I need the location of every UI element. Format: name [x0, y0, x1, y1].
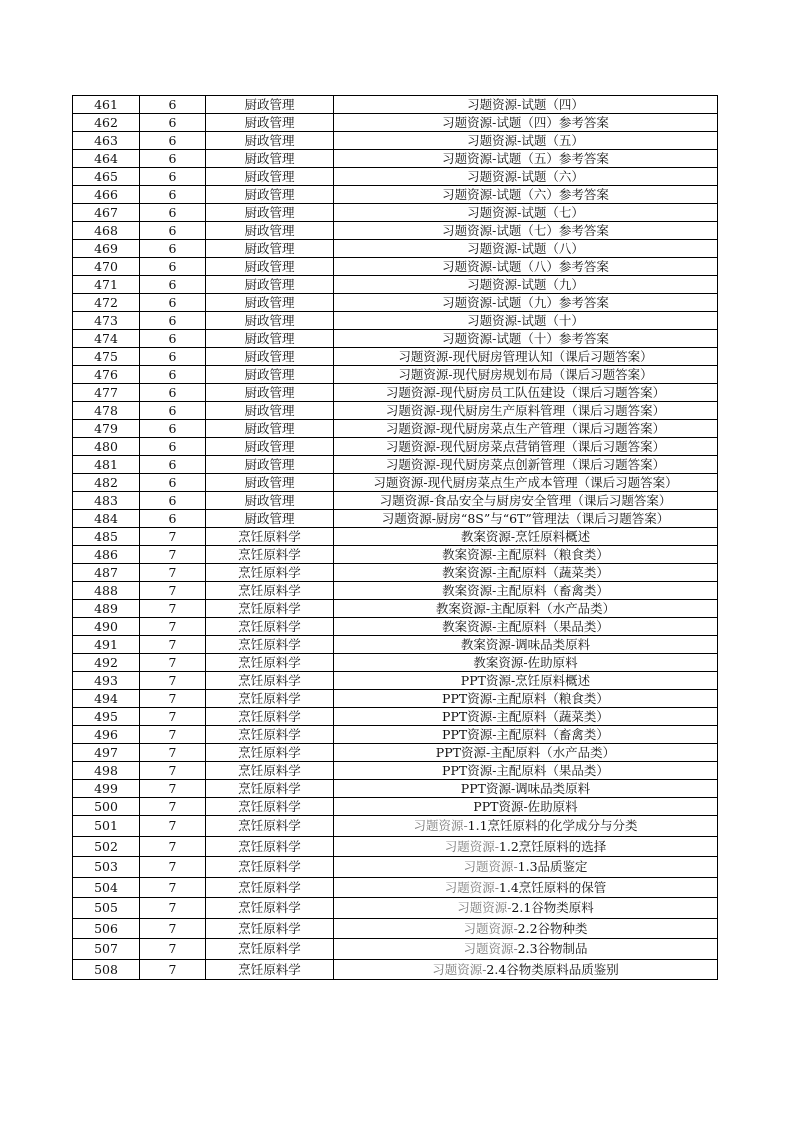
grade-cell: 7 — [140, 877, 206, 898]
course-cell: 厨政管理 — [206, 204, 334, 222]
grade-cell: 6 — [140, 330, 206, 348]
resource-title: 2.1谷物类原料 — [511, 900, 594, 915]
course-cell: 烹饪原料学 — [206, 857, 334, 878]
resource-cell: 习题资源-现代厨房规划布局（课后习题答案） — [334, 366, 718, 384]
grade-cell: 7 — [140, 726, 206, 744]
row-number-cell: 464 — [73, 150, 140, 168]
resource-cell: 习题资源-试题（六）参考答案 — [334, 186, 718, 204]
course-cell: 厨政管理 — [206, 492, 334, 510]
row-number-cell: 507 — [73, 939, 140, 960]
resource-cell — [334, 877, 718, 898]
table-row — [73, 204, 718, 222]
grade-cell: 7 — [140, 654, 206, 672]
resource-table — [72, 95, 718, 980]
row-number-cell: 508 — [73, 959, 140, 980]
row-number-cell: 478 — [73, 402, 140, 420]
grade-cell: 7 — [140, 857, 206, 878]
grade-cell: 6 — [140, 150, 206, 168]
row-number-cell: 491 — [73, 636, 140, 654]
row-number-cell: 472 — [73, 294, 140, 312]
grade-cell: 6 — [140, 492, 206, 510]
row-number-cell: 470 — [73, 258, 140, 276]
row-number-cell: 497 — [73, 744, 140, 762]
resource-cell: 习题资源-现代厨房菜点生产管理（课后习题答案） — [334, 420, 718, 438]
resource-cell: 习题资源-试题（九） — [334, 276, 718, 294]
table-row — [73, 546, 718, 564]
row-number-cell: 469 — [73, 240, 140, 258]
course-cell: 烹饪原料学 — [206, 726, 334, 744]
row-number-cell: 503 — [73, 857, 140, 878]
resource-prefix: 习题资源- — [444, 879, 499, 895]
table-row — [73, 492, 718, 510]
grade-cell: 6 — [140, 420, 206, 438]
course-cell: 烹饪原料学 — [206, 600, 334, 618]
course-cell: 厨政管理 — [206, 510, 334, 528]
row-number-cell: 473 — [73, 312, 140, 330]
course-cell: 烹饪原料学 — [206, 528, 334, 546]
row-number-cell: 502 — [73, 836, 140, 857]
table-row — [73, 636, 718, 654]
grade-cell: 6 — [140, 456, 206, 474]
row-number-cell: 494 — [73, 690, 140, 708]
resource-cell: 习题资源-厨房“8S”与“6T”管理法（课后习题答案） — [334, 510, 718, 528]
grade-cell: 6 — [140, 96, 206, 114]
course-cell: 烹饪原料学 — [206, 618, 334, 636]
course-cell: 厨政管理 — [206, 186, 334, 204]
resource-cell: 教案资源-调味品类原料 — [334, 636, 718, 654]
row-number-cell: 489 — [73, 600, 140, 618]
row-number-cell: 487 — [73, 564, 140, 582]
table-row — [73, 510, 718, 528]
table-row — [73, 114, 718, 132]
grade-cell: 6 — [140, 366, 206, 384]
row-number-cell: 500 — [73, 798, 140, 816]
course-cell: 厨政管理 — [206, 420, 334, 438]
resource-title: 1.4烹饪原料的保管 — [498, 879, 607, 895]
table-row — [73, 222, 718, 240]
course-cell: 烹饪原料学 — [206, 582, 334, 600]
row-number-cell: 465 — [73, 168, 140, 186]
resource-title: 2.2谷物种类 — [517, 920, 588, 936]
table-row — [73, 150, 718, 168]
table-row — [73, 384, 718, 402]
resource-cell: 习题资源-试题（七）参考答案 — [334, 222, 718, 240]
resource-prefix: 习题资源- — [444, 838, 499, 854]
course-cell: 厨政管理 — [206, 366, 334, 384]
table-row — [73, 582, 718, 600]
table-row — [73, 836, 718, 857]
grade-cell: 6 — [140, 168, 206, 186]
table-row — [73, 798, 718, 816]
resource-prefix: 习题资源- — [457, 900, 512, 915]
resource-cell: 习题资源-现代厨房员工队伍建设（课后习题答案） — [334, 384, 718, 402]
resource-title: 1.1烹饪原料的化学成分与分类 — [467, 818, 638, 833]
grade-cell: 7 — [140, 600, 206, 618]
grade-cell: 6 — [140, 438, 206, 456]
course-cell: 厨政管理 — [206, 384, 334, 402]
course-cell: 烹饪原料学 — [206, 672, 334, 690]
row-number-cell: 477 — [73, 384, 140, 402]
grade-cell: 6 — [140, 474, 206, 492]
course-cell: 烹饪原料学 — [206, 780, 334, 798]
row-number-cell: 461 — [73, 96, 140, 114]
row-number-cell: 483 — [73, 492, 140, 510]
course-cell: 厨政管理 — [206, 312, 334, 330]
row-number-cell: 468 — [73, 222, 140, 240]
table-row — [73, 420, 718, 438]
course-cell: 烹饪原料学 — [206, 898, 334, 919]
table-row — [73, 438, 718, 456]
grade-cell: 6 — [140, 114, 206, 132]
table-row — [73, 857, 718, 878]
row-number-cell: 476 — [73, 366, 140, 384]
course-cell: 厨政管理 — [206, 330, 334, 348]
table-row — [73, 474, 718, 492]
table-row — [73, 528, 718, 546]
course-cell: 烹饪原料学 — [206, 564, 334, 582]
resource-table-body — [73, 96, 718, 980]
course-cell: 烹饪原料学 — [206, 918, 334, 939]
resource-title: 1.2烹饪原料的选择 — [498, 838, 607, 854]
row-number-cell: 499 — [73, 780, 140, 798]
row-number-cell: 498 — [73, 762, 140, 780]
table-row — [73, 672, 718, 690]
row-number-cell: 495 — [73, 708, 140, 726]
resource-cell: PPT资源-主配原料（蔬菜类） — [334, 708, 718, 726]
resource-cell: 习题资源-试题（五） — [334, 132, 718, 150]
resource-cell — [334, 857, 718, 878]
table-row — [73, 690, 718, 708]
grade-cell: 6 — [140, 402, 206, 420]
table-row — [73, 726, 718, 744]
table-row — [73, 96, 718, 114]
resource-cell: 习题资源-现代厨房菜点营销管理（课后习题答案） — [334, 438, 718, 456]
resource-prefix: 习题资源- — [463, 941, 518, 956]
table-row — [73, 168, 718, 186]
course-cell: 厨政管理 — [206, 294, 334, 312]
table-row — [73, 877, 718, 898]
resource-cell: PPT资源-佐助原料 — [334, 798, 718, 816]
resource-cell: PPT资源-主配原料（粮食类） — [334, 690, 718, 708]
grade-cell: 7 — [140, 744, 206, 762]
table-row — [73, 762, 718, 780]
course-cell: 厨政管理 — [206, 132, 334, 150]
course-cell: 烹饪原料学 — [206, 636, 334, 654]
resource-prefix: 习题资源- — [413, 818, 468, 833]
table-row — [73, 939, 718, 960]
table-row — [73, 600, 718, 618]
table-row — [73, 918, 718, 939]
grade-cell: 7 — [140, 959, 206, 980]
resource-cell: 教案资源-佐助原料 — [334, 654, 718, 672]
resource-cell: 习题资源-现代厨房菜点生产成本管理（课后习题答案） — [334, 474, 718, 492]
course-cell: 厨政管理 — [206, 258, 334, 276]
table-row — [73, 132, 718, 150]
resource-cell: 习题资源-试题（十）参考答案 — [334, 330, 718, 348]
table-row — [73, 366, 718, 384]
resource-cell: 教案资源-主配原料（畜禽类） — [334, 582, 718, 600]
course-cell: 厨政管理 — [206, 402, 334, 420]
resource-cell — [334, 918, 718, 939]
table-row — [73, 618, 718, 636]
resource-cell: 习题资源-试题（四） — [334, 96, 718, 114]
resource-cell: 教案资源-主配原料（果品类） — [334, 618, 718, 636]
row-number-cell: 482 — [73, 474, 140, 492]
resource-cell: 习题资源-试题（九）参考答案 — [334, 294, 718, 312]
grade-cell: 7 — [140, 564, 206, 582]
resource-cell: 教案资源-主配原料（水产品类） — [334, 600, 718, 618]
table-row — [73, 276, 718, 294]
grade-cell: 6 — [140, 510, 206, 528]
table-row — [73, 348, 718, 366]
row-number-cell: 479 — [73, 420, 140, 438]
course-cell: 烹饪原料学 — [206, 690, 334, 708]
table-row — [73, 294, 718, 312]
resource-cell: 习题资源-现代厨房菜点创新管理（课后习题答案） — [334, 456, 718, 474]
row-number-cell: 471 — [73, 276, 140, 294]
resource-prefix: 习题资源- — [432, 961, 487, 977]
table-row — [73, 744, 718, 762]
row-number-cell: 480 — [73, 438, 140, 456]
resource-cell: 教案资源-主配原料（粮食类） — [334, 546, 718, 564]
row-number-cell: 506 — [73, 918, 140, 939]
resource-cell — [334, 959, 718, 980]
course-cell: 烹饪原料学 — [206, 816, 334, 837]
course-cell: 烹饪原料学 — [206, 939, 334, 960]
grade-cell: 6 — [140, 258, 206, 276]
resource-cell — [334, 939, 718, 960]
grade-cell: 7 — [140, 798, 206, 816]
resource-cell: 习题资源-食品安全与厨房安全管理（课后习题答案） — [334, 492, 718, 510]
row-number-cell: 496 — [73, 726, 140, 744]
course-cell: 厨政管理 — [206, 438, 334, 456]
resource-cell: 习题资源-试题（八）参考答案 — [334, 258, 718, 276]
row-number-cell: 488 — [73, 582, 140, 600]
grade-cell: 7 — [140, 690, 206, 708]
resource-cell — [334, 898, 718, 919]
course-cell: 烹饪原料学 — [206, 654, 334, 672]
row-number-cell: 485 — [73, 528, 140, 546]
resource-cell: 习题资源-现代厨房生产原料管理（课后习题答案） — [334, 402, 718, 420]
resource-cell: 习题资源-试题（七） — [334, 204, 718, 222]
row-number-cell: 492 — [73, 654, 140, 672]
grade-cell: 7 — [140, 939, 206, 960]
course-cell: 厨政管理 — [206, 240, 334, 258]
table-row — [73, 780, 718, 798]
grade-cell: 7 — [140, 780, 206, 798]
grade-cell: 7 — [140, 836, 206, 857]
grade-cell: 6 — [140, 348, 206, 366]
row-number-cell: 504 — [73, 877, 140, 898]
resource-cell: PPT资源-烹饪原料概述 — [334, 672, 718, 690]
resource-cell: 教案资源-主配原料（蔬菜类） — [334, 564, 718, 582]
resource-cell: 习题资源-试题（十） — [334, 312, 718, 330]
row-number-cell: 486 — [73, 546, 140, 564]
grade-cell: 7 — [140, 762, 206, 780]
table-row — [73, 402, 718, 420]
row-number-cell: 501 — [73, 816, 140, 837]
resource-cell: PPT资源-主配原料（果品类） — [334, 762, 718, 780]
row-number-cell: 490 — [73, 618, 140, 636]
grade-cell: 6 — [140, 276, 206, 294]
resource-cell: PPT资源-主配原料（畜禽类） — [334, 726, 718, 744]
resource-title: 1.3品质鉴定 — [517, 859, 588, 874]
course-cell: 厨政管理 — [206, 474, 334, 492]
resource-title: 2.3谷物制品 — [517, 941, 588, 956]
row-number-cell: 462 — [73, 114, 140, 132]
course-cell: 烹饪原料学 — [206, 959, 334, 980]
table-row — [73, 654, 718, 672]
course-cell: 厨政管理 — [206, 348, 334, 366]
resource-cell: PPT资源-主配原料（水产品类） — [334, 744, 718, 762]
course-cell: 厨政管理 — [206, 276, 334, 294]
course-cell: 烹饪原料学 — [206, 546, 334, 564]
grade-cell: 7 — [140, 546, 206, 564]
table-row — [73, 564, 718, 582]
table-row — [73, 456, 718, 474]
grade-cell: 7 — [140, 672, 206, 690]
row-number-cell: 481 — [73, 456, 140, 474]
row-number-cell: 475 — [73, 348, 140, 366]
resource-cell — [334, 816, 718, 837]
grade-cell: 6 — [140, 132, 206, 150]
resource-cell: 习题资源-试题（六） — [334, 168, 718, 186]
course-cell: 厨政管理 — [206, 96, 334, 114]
resource-cell: 教案资源-烹饪原料概述 — [334, 528, 718, 546]
row-number-cell: 484 — [73, 510, 140, 528]
table-row — [73, 312, 718, 330]
resource-cell: 习题资源-试题（五）参考答案 — [334, 150, 718, 168]
row-number-cell: 463 — [73, 132, 140, 150]
grade-cell: 7 — [140, 636, 206, 654]
course-cell: 厨政管理 — [206, 114, 334, 132]
table-row — [73, 186, 718, 204]
grade-cell: 7 — [140, 708, 206, 726]
grade-cell: 7 — [140, 918, 206, 939]
grade-cell: 6 — [140, 240, 206, 258]
grade-cell: 6 — [140, 186, 206, 204]
table-row — [73, 898, 718, 919]
table-row — [73, 240, 718, 258]
course-cell: 厨政管理 — [206, 150, 334, 168]
row-number-cell: 474 — [73, 330, 140, 348]
grade-cell: 6 — [140, 294, 206, 312]
course-cell: 烹饪原料学 — [206, 708, 334, 726]
course-cell: 烹饪原料学 — [206, 762, 334, 780]
grade-cell: 7 — [140, 528, 206, 546]
course-cell: 烹饪原料学 — [206, 798, 334, 816]
resource-cell: 习题资源-试题（八） — [334, 240, 718, 258]
course-cell: 厨政管理 — [206, 168, 334, 186]
row-number-cell: 493 — [73, 672, 140, 690]
grade-cell: 6 — [140, 222, 206, 240]
course-cell: 烹饪原料学 — [206, 877, 334, 898]
grade-cell: 7 — [140, 582, 206, 600]
table-row — [73, 959, 718, 980]
row-number-cell: 467 — [73, 204, 140, 222]
grade-cell: 6 — [140, 384, 206, 402]
course-cell: 厨政管理 — [206, 222, 334, 240]
resource-prefix: 习题资源- — [463, 920, 518, 936]
resource-cell: 习题资源-现代厨房管理认知（课后习题答案） — [334, 348, 718, 366]
row-number-cell: 505 — [73, 898, 140, 919]
table-row — [73, 708, 718, 726]
course-cell: 烹饪原料学 — [206, 836, 334, 857]
row-number-cell: 466 — [73, 186, 140, 204]
resource-cell: 习题资源-试题（四）参考答案 — [334, 114, 718, 132]
resource-title: 2.4谷物类原料品质鉴别 — [486, 961, 619, 977]
table-row — [73, 816, 718, 837]
grade-cell: 7 — [140, 898, 206, 919]
table-row — [73, 330, 718, 348]
resource-prefix: 习题资源- — [463, 859, 518, 874]
resource-cell — [334, 836, 718, 857]
resource-cell: PPT资源-调味品类原料 — [334, 780, 718, 798]
course-cell: 烹饪原料学 — [206, 744, 334, 762]
grade-cell: 7 — [140, 618, 206, 636]
grade-cell: 6 — [140, 312, 206, 330]
table-row — [73, 258, 718, 276]
course-cell: 厨政管理 — [206, 456, 334, 474]
grade-cell: 7 — [140, 816, 206, 837]
grade-cell: 6 — [140, 204, 206, 222]
